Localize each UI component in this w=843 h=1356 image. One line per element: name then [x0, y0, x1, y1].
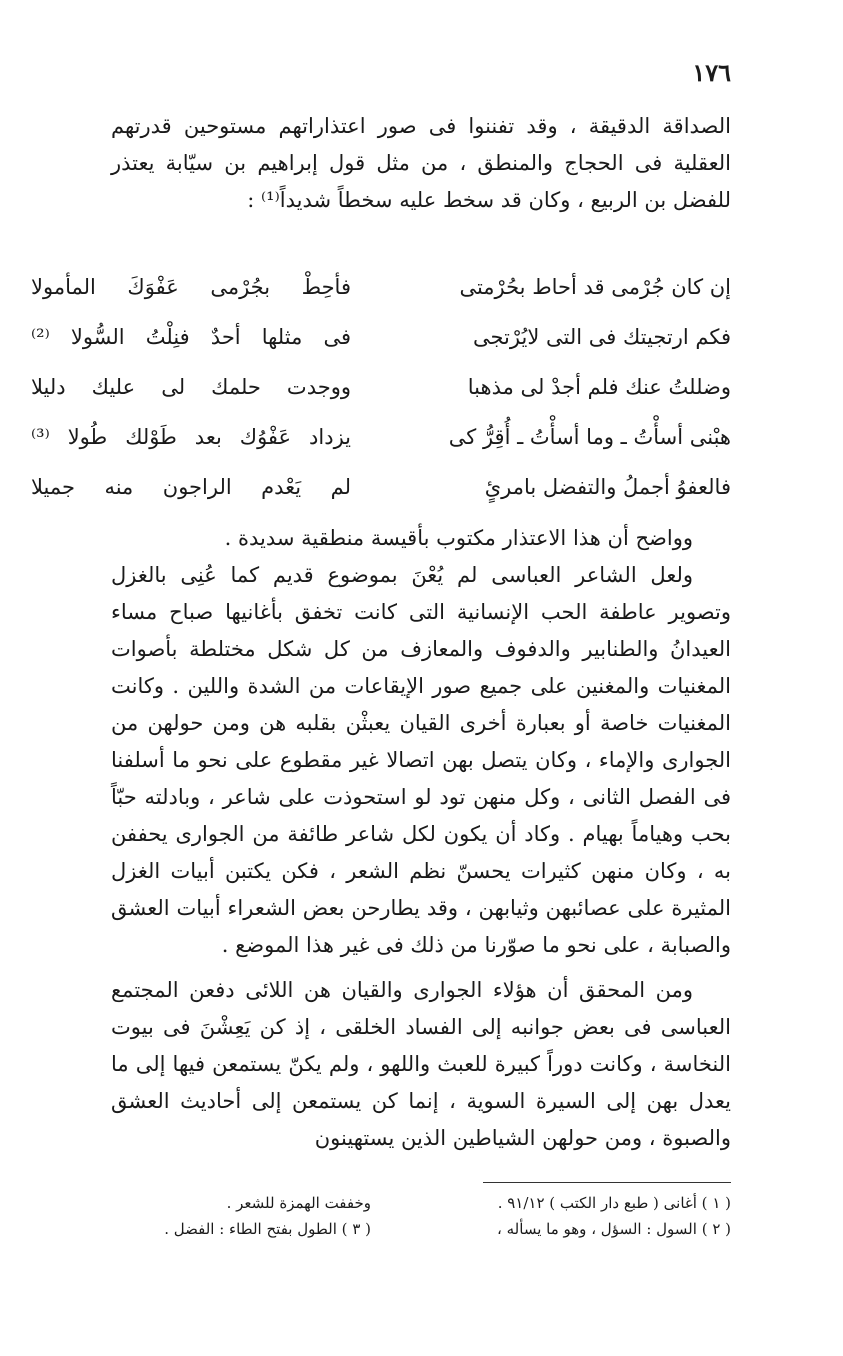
verse-first-hemistich: وضللتُ عنك فلم أجدْ لى مذهبا — [467, 375, 731, 399]
footnotes — [111, 1190, 731, 1242]
verse-first-hemistich: فكم ارتجيتك فى التى لايُرْتجى — [473, 325, 731, 349]
intro-section — [111, 108, 731, 219]
footnote: ( ١ ) أغانى ( طبع دار الكتب ) ٩١/١٢ . — [497, 1194, 731, 1212]
poem — [31, 262, 731, 512]
footnotes-left-column — [111, 1190, 371, 1242]
page-number: ١٧٦ — [692, 58, 731, 87]
verse-first-hemistich: هبْنى أسأْتُ ـ وما أسأْتُ ـ أُقِرُّ كى — [448, 425, 731, 449]
verse-second-hemistich: فى مثلها أحدٌ فنِلْتُ السُّولا ⁽²⁾ — [31, 325, 351, 349]
intro-paragraph: الصداقة الدقيقة ، وقد تفننوا فى صور اعتذاراتهم مستوحين قدرتهم العقلية فى الحجاج والمنطق ، من مثل قول إبراهيم بن سيّابة يعتذر للفضل بن الربيع ، وكان قد سخط عليه سخطاً شديداً⁽¹⁾ : — [111, 114, 731, 212]
verse-first-hemistich: فالعفوُ أجملُ والتفضل بامرئٍ — [484, 475, 731, 499]
body-paragraph: وواضح أن هذا الاعتذار مكتوب بأقيسة منطقية سديدة . — [224, 526, 693, 550]
poem-verse — [31, 262, 731, 312]
poem-verse — [31, 412, 731, 462]
body-paragraph: ولعل الشاعر العباسى لم يُعْنَ بموضوع قديم كما عُنِى بالغزل وتصوير عاطفة الحب الإنسانية التى كانت تخفق بأغانيها صباح مساء العيدانُ والطنابير والدفوف والمعازف من كل شكل مختلطة بأصوات المغنيات والمغنين على جميع صور الإيقاعات من الشدة واللين . وكانت المغنيات خاصة أو بعبارة أخرى القيان يعبثْن بقلبه هن ومن حولهن من الجوارى والإماء ، وكان يتصل بهن اتصالا غير مقطوع على نحو ما أسلفنا فى الفصل الثانى ، وكل منهن تود لو استحوذت على شاعر ، وبادلته حبّاً بحب وهياماً بهيام . وكاد أن يكون لكل شاعر طائفة من الجوارى يحففن به ، وكان منهن كثيرات يحسنّ نظم الشعر ، فكن يكتبن أبيات الغزل المثيرة على عصائبهن وثيابهن ، وقد يطارحن بعض الشعراء أبيات العشق والصبابة ، على نحو ما صوّرنا من ذلك فى غير هذا الموضع . — [111, 563, 731, 957]
verse-second-hemistich: يزداد عَفْوُك بعد طَوْلك طُولا ⁽³⁾ — [31, 425, 351, 449]
verse-second-hemistich: لم يَعْدم الراجون منه جميلا — [31, 475, 351, 499]
poem-verse — [31, 362, 731, 412]
body-section — [111, 520, 731, 1157]
poem-verse — [31, 312, 731, 362]
footnote-divider — [483, 1182, 731, 1183]
footnote: وخففت الهمزة للشعر . — [226, 1194, 371, 1212]
footnote: ( ٢ ) السول : السؤل ، وهو ما يسأله ، — [497, 1220, 731, 1238]
footnotes-right-column — [431, 1190, 731, 1242]
poem-verse — [31, 462, 731, 512]
verse-second-hemistich: ووجدت حلمك لى عليك دليلا — [31, 375, 351, 399]
verse-second-hemistich: فأحِطْ بجُرْمى عَفْوَكَ المأمولا — [31, 275, 351, 299]
footnote: ( ٣ ) الطول بفتح الطاء : الفضل . — [164, 1220, 371, 1238]
body-paragraph: ومن المحقق أن هؤلاء الجوارى والقيان هن اللائى دفعن المجتمع العباسى فى بعض جوانبه إلى الفساد الخلقى ، إذ كن يَعِشْنَ فى بيوت النخاسة ، وكانت دوراً كبيرة للعبث واللهو ، ولم يكنّ يستمعن فيها إلى ما يعدل بهن إلى السيرة السوية ، إنما كن يستمعن إلى أحاديث العشق والصبوة ، ومن حولهن الشياطين الذين يستهينون — [111, 978, 731, 1150]
verse-first-hemistich: إن كان جُرْمى قد أحاط بحُرْمتى — [459, 275, 731, 299]
